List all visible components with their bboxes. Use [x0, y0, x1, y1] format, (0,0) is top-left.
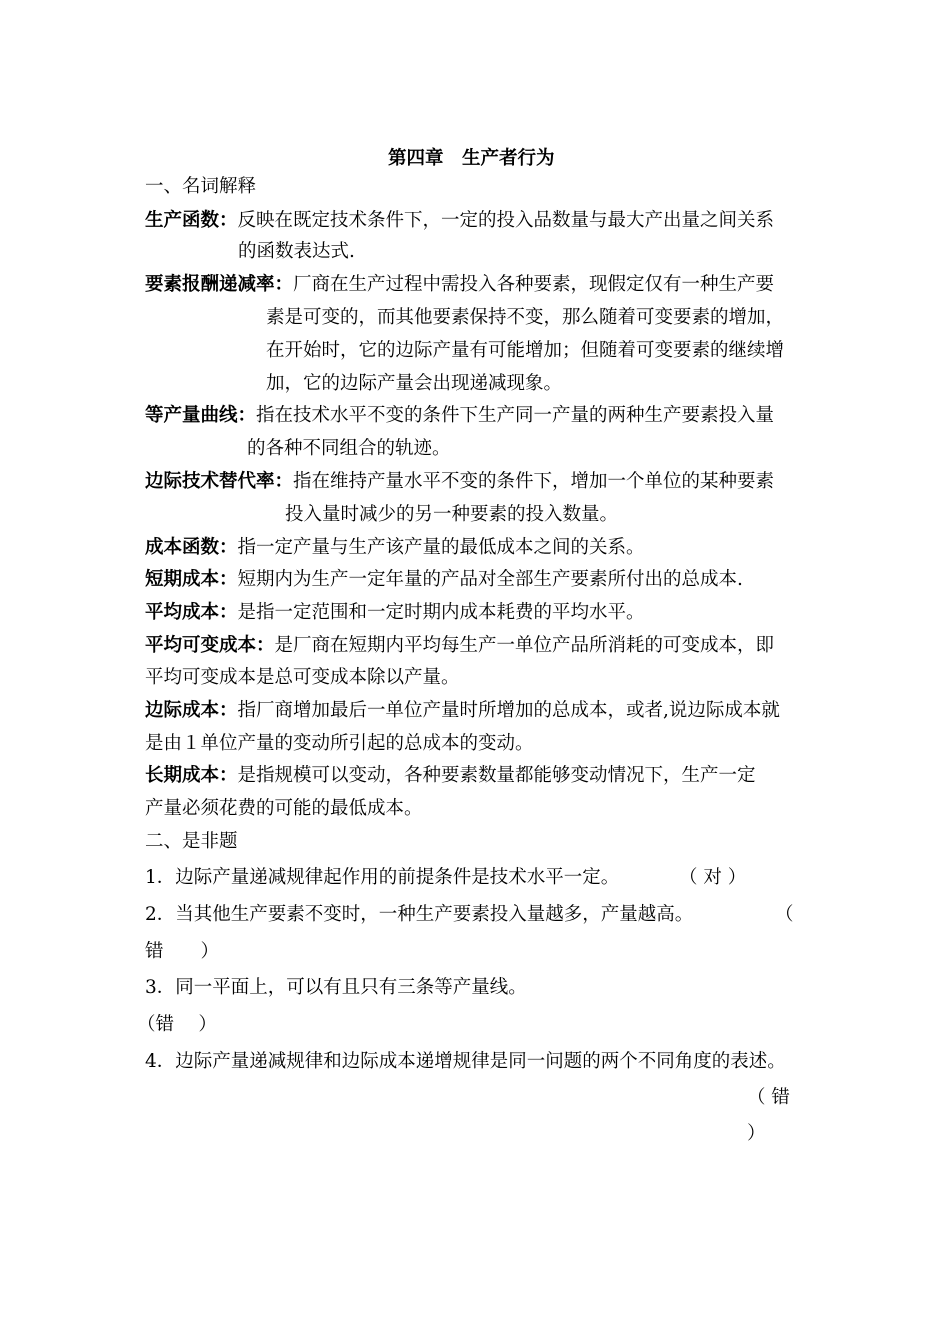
- definition-short-run-cost: [145, 568, 743, 592]
- definition-marginal-cost: [145, 699, 780, 723]
- definition-text: 指一定产量与生产该产量的最低成本之间的关系。: [237, 537, 645, 558]
- section-heading-definitions: 一、名词解释: [145, 176, 257, 197]
- definition-text-cont: 素是可变的，而其他要素保持不变，那么随着可变要素的增加，: [266, 307, 785, 328]
- definition-term: 成本函数：: [145, 537, 238, 558]
- definition-term: 生产函数：: [145, 210, 238, 231]
- tf-answer: （ 对 ）: [679, 867, 747, 888]
- definition-text-cont: 平均可变成本是总可变成本除以产量。: [145, 667, 460, 688]
- definition-text: 是厂商在短期内平均每生产一单位产品所消耗的可变成本，即: [274, 635, 775, 656]
- definition-text-cont: 投入量时减少的另一种要素的投入数量。: [285, 504, 619, 525]
- tf-answer: （错 ）: [137, 1014, 217, 1035]
- definition-term: 要素报酬递减率：: [145, 274, 294, 295]
- definition-term: 长期成本：: [145, 765, 238, 786]
- definition-term: 平均成本：: [145, 602, 238, 623]
- definition-isoquant: [145, 404, 774, 428]
- definition-text-cont: 的各种不同组合的轨迹。: [247, 438, 451, 459]
- tf-answer: （ 错: [747, 1087, 790, 1108]
- definition-text-cont: 产量必须花费的可能的最低成本。: [145, 798, 423, 819]
- definition-text: 是指一定范围和一定时期内成本耗费的平均水平。: [237, 602, 645, 623]
- definition-diminishing-returns: [145, 273, 774, 297]
- tf-answer: ）: [747, 1123, 766, 1144]
- definition-text: 是指规模可以变动，各种要素数量都能够变动情况下，生产一定: [237, 765, 756, 786]
- tf-answer: （: [775, 904, 794, 925]
- tf-question: 2．当其他生产要素不变时，一种生产要素投入量越多，产量越高。: [145, 904, 694, 925]
- section-heading-true-false: 二、是非题: [145, 831, 238, 852]
- definition-text: 短期内为生产一定年量的产品对全部生产要素所付出的总成本.: [237, 569, 743, 590]
- definition-production-function: [145, 209, 774, 233]
- definition-text: 指在技术水平不变的条件下生产同一产量的两种生产要素投入量: [256, 405, 775, 426]
- tf-question: 4．边际产量递减规律和边际成本递增规律是同一问题的两个不同角度的表述。: [145, 1051, 786, 1072]
- definition-average-variable-cost: [145, 634, 774, 658]
- definition-term: 等产量曲线：: [145, 405, 257, 426]
- definition-term: 边际技术替代率：: [145, 471, 294, 492]
- definition-text-cont: 在开始时，它的边际产量有可能增加；但随着可变要素的继续增: [266, 340, 785, 361]
- page-title: 第四章 生产者行为: [388, 148, 555, 169]
- tf-question: 1．边际产量递减规律起作用的前提条件是技术水平一定。: [145, 867, 620, 888]
- definition-average-cost: [145, 601, 645, 625]
- definition-term: 短期成本：: [145, 569, 238, 590]
- definition-text: 反映在既定技术条件下，一定的投入品数量与最大产出量之间关系: [237, 210, 775, 231]
- definition-term: 平均可变成本：: [145, 635, 275, 656]
- definition-text: 指厂商增加最后一单位产量时所增加的总成本，或者,说边际成本就: [237, 700, 780, 721]
- definition-text: 指在维持产量水平不变的条件下，增加一个单位的某种要素: [293, 471, 775, 492]
- tf-answer: 错 ）: [145, 941, 220, 962]
- definition-mrts: [145, 470, 774, 494]
- definition-text-cont: 的函数表达式.: [238, 241, 355, 262]
- tf-question: 3．同一平面上，可以有且只有三条等产量线。: [145, 977, 527, 998]
- definition-text-cont: 是由１单位产量的变动所引起的总成本的变动。: [145, 733, 534, 754]
- definition-long-run-cost: [145, 764, 756, 788]
- definition-cost-function: [145, 536, 645, 560]
- definition-text-cont: 加，它的边际产量会出现递减现象。: [266, 373, 563, 394]
- definition-text: 厂商在生产过程中需投入各种要素，现假定仅有一种生产要: [293, 274, 775, 295]
- definition-term: 边际成本：: [145, 700, 238, 721]
